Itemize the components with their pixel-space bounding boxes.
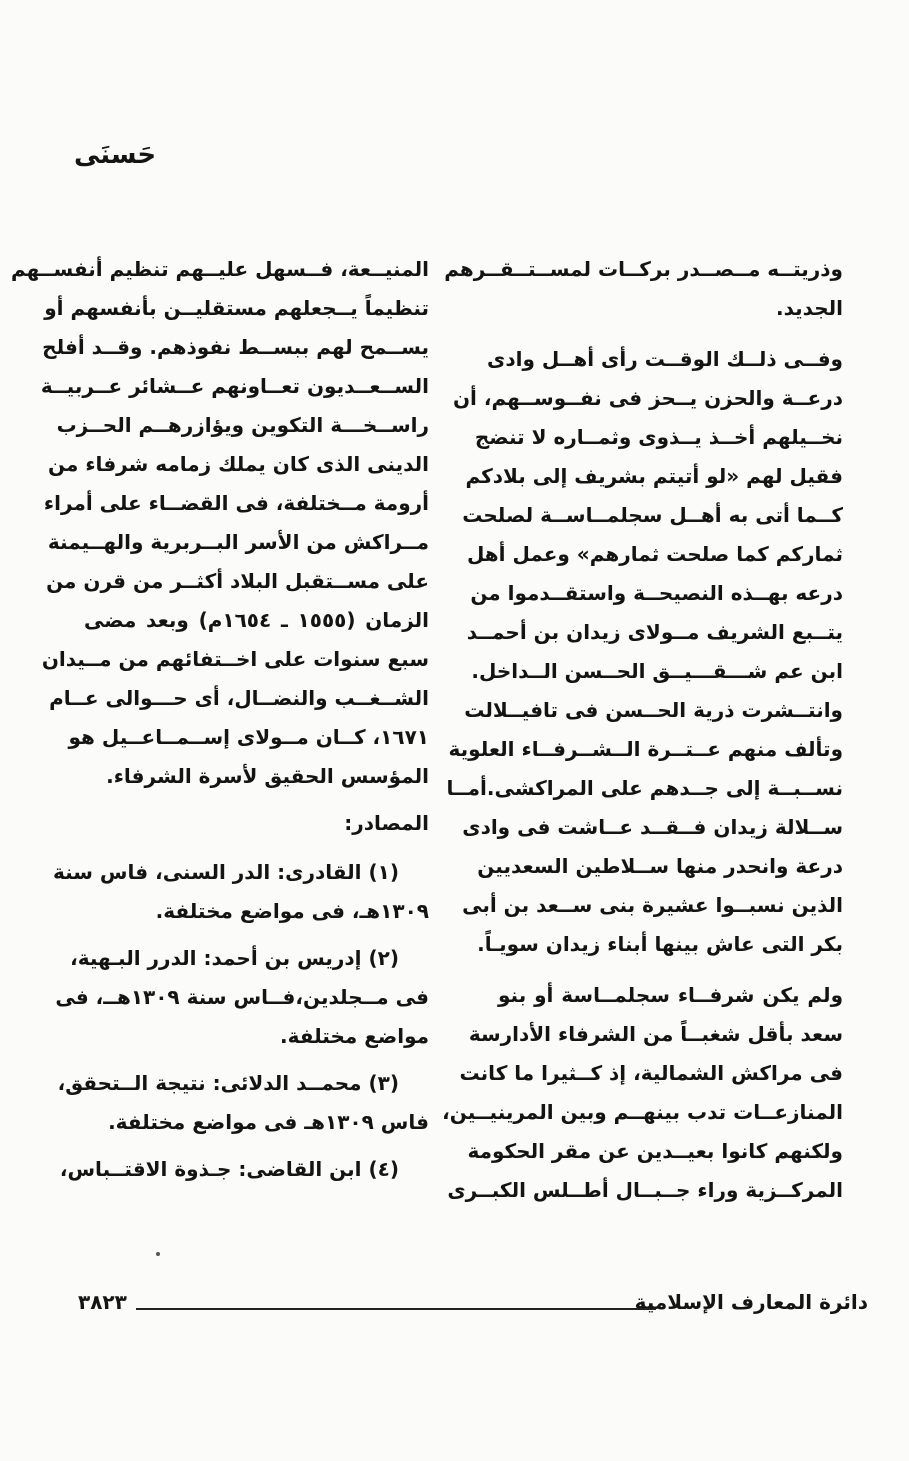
- text-line: ولكنهم كانوا بعيــدين عن مقر الحكومة: [467, 1139, 843, 1163]
- text-line: المؤسس الحقيق لأسرة الشرفاء.: [106, 764, 429, 788]
- text-line: المركــزية وراء جــبــال أطــلس الكبــرى: [447, 1178, 843, 1202]
- text-line: وتألف منهم عــتــرة الــشــرفــاء العلوية: [448, 737, 843, 761]
- text-line: ثماركم كما صلحت ثمارهم» وعمل أهل: [466, 542, 843, 566]
- text-line: أرومة مــختلفة، فى القضــاء على أمراء: [43, 491, 429, 515]
- text-line: وانتــشرت ذرية الحــسن فى تافيــلالت: [464, 698, 843, 722]
- text-line: مــراكش من الأسر البــربرية والهــيمنة: [47, 530, 429, 554]
- reference-gap: [84, 1056, 429, 1064]
- text-line: على مســتقبل البلاد أكثــر من قرن من: [46, 569, 429, 593]
- right-column: [442, 250, 843, 1210]
- reference-gap: [84, 1189, 429, 1197]
- text-line: يتــبع الشريف مــولاى زيدان بن أحمــد: [466, 620, 843, 644]
- paragraph: [444, 250, 843, 328]
- text-line: المنيــعة، فــسهل عليــهم تنظيم أنفســهم: [10, 257, 429, 281]
- text-line: بكر التى عاش بينها أبناء زيدان سويـاً.: [477, 932, 843, 956]
- text-line: الشــغــب والنضــال، أى حـــوالى عــام: [49, 686, 429, 710]
- text-line: درعة وانحدر منها ســلاطين السعديين: [477, 854, 843, 878]
- text-line: سعد بأقل شغبــاً من الشرفاء الأدارسة: [468, 1022, 843, 1046]
- text-line: ولم يكن شرفــاء سجلمــاسة أو بنو: [498, 983, 843, 1007]
- sources-heading: المصادر:: [344, 811, 429, 835]
- reference-entry: [57, 1064, 429, 1142]
- reference-gap: [84, 1142, 429, 1150]
- text-line: تنظيماً يــجعلهم مستقليــن بأنفسهم أو: [44, 296, 429, 320]
- text-line: الجديد.: [776, 296, 843, 320]
- text-line: نخــيلهم أخــذ يــذوى وثمــاره لا تنضج: [474, 425, 843, 449]
- paragraph: [442, 976, 843, 1210]
- text-line: (٤) ابن القاضى: جـذوة الاقتــباس،: [59, 1157, 399, 1181]
- text-line: الزمان (١٥٥٥ ـ ١٦٥٤م) وبعد مضى: [84, 608, 430, 632]
- text-line: راســخـــة التكوين ويؤازرهــم الحــزب: [56, 413, 429, 437]
- text-line: ١٣٠٩هـ، فى مواضع مختلفة.: [155, 899, 429, 923]
- text-line: درعــة والحزن يــحز فى نفــوســهم، أن: [452, 386, 843, 410]
- text-line: يســمح لهم ببســط نفوذهم. وقــد أفلح: [42, 335, 429, 359]
- header-word: حَسنَى: [74, 140, 157, 170]
- text-line: ابن عم شـــقـــيــق الحــسن الــداخل.: [471, 659, 843, 683]
- paragraph: [446, 340, 843, 964]
- paragraph-gap: [498, 964, 843, 976]
- reference-entry: [59, 1150, 429, 1189]
- footer-rule: [136, 1308, 656, 1310]
- text-line: فى مــجلدين،فــاس سنة ١٣٠٩هــ، فى: [55, 985, 429, 1009]
- text-line: (١) القادرى: الدر السنى، فاس سنة: [53, 860, 399, 884]
- left-column: [10, 250, 430, 1197]
- text-line: ســلالة زيدان فــقــد عــاشت فى وادى: [462, 815, 843, 839]
- text-line: فقيل لهم «لو أتيتم بشريف إلى بلادكم: [465, 464, 843, 488]
- reference-gap: [84, 931, 429, 939]
- text-line: الســعــديون تعــاونهم عــشائر عــربيــة: [40, 374, 429, 398]
- page-number: ٣٨٢٣: [78, 1290, 127, 1314]
- text-line: فى مراكش الشمالية، إذ كــثيرا ما كانت: [459, 1061, 843, 1085]
- text-line: (٣) محمــد الدلائى: نتيجة الــتحقق،: [57, 1071, 399, 1095]
- text-line: ١٦٧١، كــان مــولاى إســمــاعــيل هو: [68, 725, 429, 749]
- paragraph: [10, 250, 430, 796]
- text-line: المنازعــات تدب بينهــم وبين المرينيــين،: [442, 1100, 843, 1124]
- text-line: الدينى الذى كان يملك زمامه شرفاء من: [47, 452, 429, 476]
- text-line: درعه بهــذه النصيحــة واستقــدموا من: [470, 581, 843, 605]
- text-line: الذين نسبــوا عشيرة بنى ســعد بن أبى: [462, 893, 843, 917]
- text-line: وفــى ذلــك الوقــت رأى أهــل وادى: [487, 347, 843, 371]
- text-line: سبع سنوات على اخــتفائهم من مــيدان: [41, 647, 429, 671]
- page-footer: [78, 1290, 868, 1326]
- reference-entry: [55, 939, 429, 1056]
- paragraph-gap: [498, 328, 843, 340]
- footer-title: دائرة المعارف الإسلامية: [634, 1290, 868, 1314]
- text-line: كــما أتى به أهــل سجلمــاســة لصلحت: [462, 503, 843, 527]
- text-line: وذريتــه مــصــدر بركــات لمســتــقــرهم: [444, 257, 843, 281]
- text-line: (٢) إدريس بن أحمد: الدرر البـهية،: [70, 946, 399, 970]
- reference-entry: [53, 853, 429, 931]
- stray-dot: [156, 1252, 160, 1256]
- text-line: فاس ١٣٠٩هـ فى مواضع مختلفة.: [108, 1110, 429, 1134]
- text-line: نســبــة إلى جــدهم على المراكشى.أمــا: [446, 776, 843, 800]
- text-line: مواضع مختلفة.: [280, 1024, 429, 1048]
